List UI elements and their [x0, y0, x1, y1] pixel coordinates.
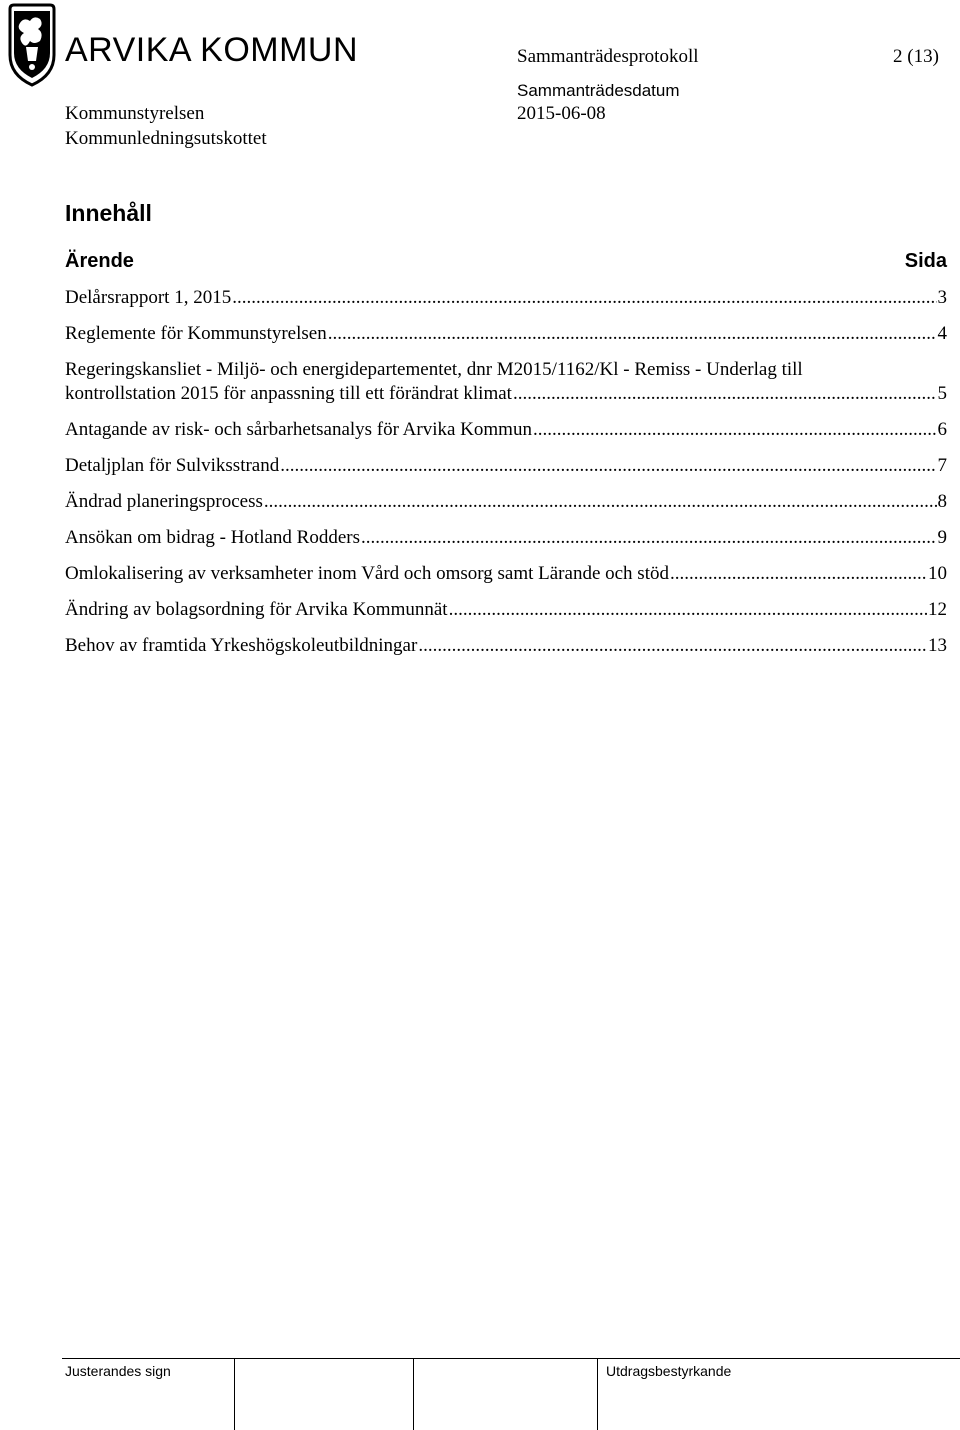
toc-leader-dots — [361, 526, 937, 550]
toc-entry[interactable] — [65, 598, 947, 622]
toc-entry[interactable] — [65, 418, 947, 442]
toc-column-page: Sida — [904, 250, 947, 272]
toc-leader-dots — [328, 322, 937, 346]
toc-entry-page: 6 — [937, 419, 947, 440]
toc-entry-title: Ändring av bolagsordning för Arvika Kommunnät — [65, 599, 448, 620]
toc-entry[interactable] — [65, 562, 947, 586]
toc-leader-dots — [264, 490, 937, 514]
toc-entry[interactable] — [65, 526, 947, 550]
toc-heading: Innehåll — [65, 200, 152, 226]
meeting-date-label: Sammanträdesdatum — [517, 81, 680, 100]
coat-of-arms-logo — [4, 3, 60, 87]
toc-entry-page: 3 — [937, 287, 947, 308]
toc-entry-title: kontrollstation 2015 för anpassning till ett förändrat klimat — [65, 383, 512, 404]
signature-footer — [0, 1358, 960, 1430]
toc-entry-title-line1: Regeringskansliet - Miljö- och energidepartementet, dnr M2015/1162/Kl - Remiss - Underlag till — [65, 359, 803, 380]
toc-entry-title: Reglemente för Kommunstyrelsen — [65, 323, 327, 344]
footer-column-divider — [413, 1358, 414, 1430]
certify-label: Utdragsbestyrkande — [606, 1363, 732, 1379]
toc-entry[interactable] — [65, 322, 947, 346]
toc-entry-page: 5 — [937, 383, 947, 404]
toc-leader-dots — [418, 634, 927, 658]
page-number: 2 (13) — [893, 46, 939, 67]
toc-leader-dots — [513, 382, 937, 406]
toc-entry[interactable] — [65, 454, 947, 478]
toc-entry-page: 7 — [937, 455, 947, 476]
toc-entry-page: 9 — [937, 527, 947, 548]
toc-leader-dots — [670, 562, 927, 586]
footer-divider — [62, 1358, 960, 1359]
toc-entry-page: 4 — [937, 323, 947, 344]
toc-entry-title: Behov av framtida Yrkeshögskoleutbildningar — [65, 635, 418, 656]
toc-entry-title: Ändrad planeringsprocess — [65, 491, 263, 512]
organization-name: Kommunstyrelsen — [65, 103, 205, 124]
footer-column-divider — [597, 1358, 598, 1430]
toc-leader-dots — [533, 418, 937, 442]
committee-name: Kommunledningsutskottet — [65, 128, 267, 149]
toc-entry[interactable] — [65, 286, 947, 310]
sign-label: Justerandes sign — [65, 1363, 171, 1379]
toc-column-item: Ärende — [65, 250, 134, 272]
toc-entry-title: Antagande av risk- och sårbarhetsanalys för Arvika Kommun — [65, 419, 532, 440]
toc-leader-dots — [449, 598, 927, 622]
toc-entry[interactable] — [65, 358, 947, 406]
toc-entry-page: 10 — [928, 563, 947, 584]
toc-entry-page: 13 — [928, 635, 947, 656]
table-of-contents — [65, 286, 947, 670]
meeting-date: 2015-06-08 — [517, 103, 606, 124]
toc-leader-dots — [232, 286, 936, 310]
brand-name: ARVIKA KOMMUN — [65, 31, 359, 69]
document-title: Sammanträdesprotokoll — [517, 46, 699, 67]
footer-column-divider — [234, 1358, 235, 1430]
toc-entry[interactable] — [65, 634, 947, 658]
toc-entry-page: 12 — [928, 599, 947, 620]
toc-entry-title: Omlokalisering av verksamheter inom Vård och omsorg samt Lärande och stöd — [65, 563, 669, 584]
toc-entry-title: Detaljplan för Sulviksstrand — [65, 455, 280, 476]
toc-entry[interactable] — [65, 490, 947, 514]
toc-entry-page: 8 — [937, 491, 947, 512]
toc-leader-dots — [280, 454, 936, 478]
toc-entry-title: Ansökan om bidrag - Hotland Rodders — [65, 527, 360, 548]
toc-entry-title: Delårsrapport 1, 2015 — [65, 287, 232, 308]
